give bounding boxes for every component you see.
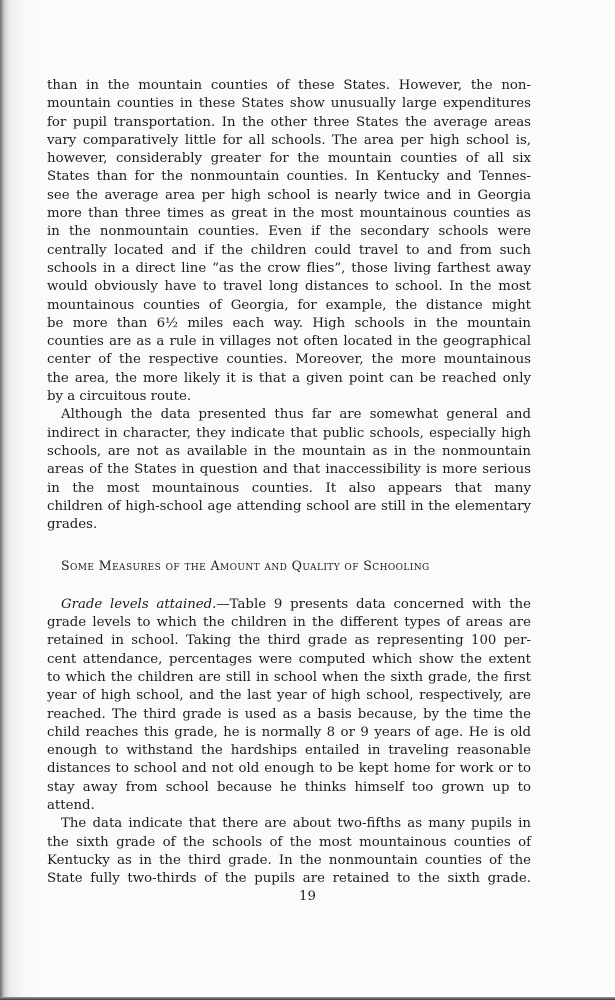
- text-line: would obviously have to travel long distances to school. In the most: [47, 279, 531, 295]
- text-fragment: —Table 9 presents data concerned with the: [216, 596, 531, 612]
- text-line: areas of the States in question and that inaccessibility is more serious: [47, 462, 531, 478]
- text-line: schools, are not as available in the mountain as in the nonmountain: [47, 443, 531, 459]
- section-heading: Some Measures of the Amount and Quality of Schooling: [61, 558, 430, 574]
- text-line: [47, 596, 531, 614]
- text-line: stay away from school because he thinks himself too grown up to: [47, 779, 531, 795]
- paragraph-data-indicate: [47, 815, 531, 888]
- text-line: more than three times as great in the most mountainous counties as: [47, 206, 531, 222]
- run-in-heading: Grade levels attained.: [61, 596, 217, 612]
- text-line: mountain counties in these States show unusually large expenditures: [47, 96, 531, 112]
- text-line: cent attendance, percentages were computed which show the extent: [47, 651, 531, 667]
- text-line: for pupil transportation. In the other three States the average areas: [47, 114, 531, 130]
- text-line: see the average area per high school is nearly twice and in Georgia: [47, 187, 531, 203]
- paragraph-grade-levels: [47, 596, 531, 816]
- text-line: State fully two-thirds of the pupils are retained to the sixth grade.: [47, 871, 531, 887]
- text-line: by a circuitous route.: [47, 389, 192, 405]
- text-line: to which the children are still in school when the sixth grade, the first: [47, 669, 531, 685]
- body-text: [47, 77, 531, 888]
- page-number: 19: [299, 889, 316, 904]
- text-line: The data indicate that there are about two-fifths as many pupils in: [61, 816, 531, 832]
- text-line: grades.: [47, 517, 98, 533]
- text-line: reached. The third grade is used as a basis because, by the time the: [47, 706, 531, 722]
- text-line: mountainous counties of Georgia, for example, the distance might: [47, 297, 531, 313]
- text-line: indirect in character, they indicate that public schools, especially high: [47, 425, 531, 441]
- text-line: retained in school. Taking the third grade as representing 100 per-: [47, 633, 531, 649]
- text-line: counties are as a rule in villages not often located in the geographical: [47, 334, 531, 350]
- text-line: schools in a direct line “as the crow flies”, those living farthest away: [47, 260, 531, 276]
- text-line: center of the respective counties. Moreover, the more mountainous: [47, 352, 531, 368]
- text-line: in the nonmountain counties. Even if the secondary schools were: [47, 224, 531, 240]
- text-line: child reaches this grade, he is normally 8 or 9 years of age. He is old: [47, 724, 531, 740]
- text-line: however, considerably greater for the mountain counties of all six: [47, 151, 531, 167]
- text-line: than in the mountain counties of these States. However, the non-: [47, 78, 531, 93]
- text-line: children of high-school age attending school are still in the elementary: [47, 498, 531, 514]
- text-line: centrally located and if the children could travel to and from such: [47, 242, 531, 258]
- text-line: the area, the more likely it is that a given point can be reached only: [47, 370, 531, 386]
- text-line: States than for the nonmountain counties. In Kentucky and Tennes-: [47, 169, 531, 185]
- text-line: grade levels to which the children in the different types of areas are: [47, 615, 531, 631]
- paragraph-availability: [47, 406, 531, 534]
- paragraph-continued: [47, 77, 531, 406]
- text-line: year of high school, and the last year of high school, respectively, are: [47, 688, 531, 704]
- text-line: the sixth grade of the schools of the most mountainous counties of: [47, 834, 531, 850]
- text-line: in the most mountainous counties. It also appears that many: [47, 480, 531, 496]
- text-line: enough to withstand the hardships entailed in traveling reasonable: [47, 743, 531, 759]
- text-line: attend.: [47, 797, 95, 813]
- text-line: Kentucky as in the third grade. In the nonmountain counties of the: [47, 852, 531, 868]
- text-line: vary comparatively little for all schools. The area per high school is,: [47, 132, 531, 148]
- text-line: distances to school and not old enough to be kept home for work or to: [47, 761, 531, 777]
- text-line: Although the data presented thus far are somewhat general and: [61, 407, 531, 423]
- text-line: be more than 6½ miles each way. High schools in the mountain: [47, 315, 531, 331]
